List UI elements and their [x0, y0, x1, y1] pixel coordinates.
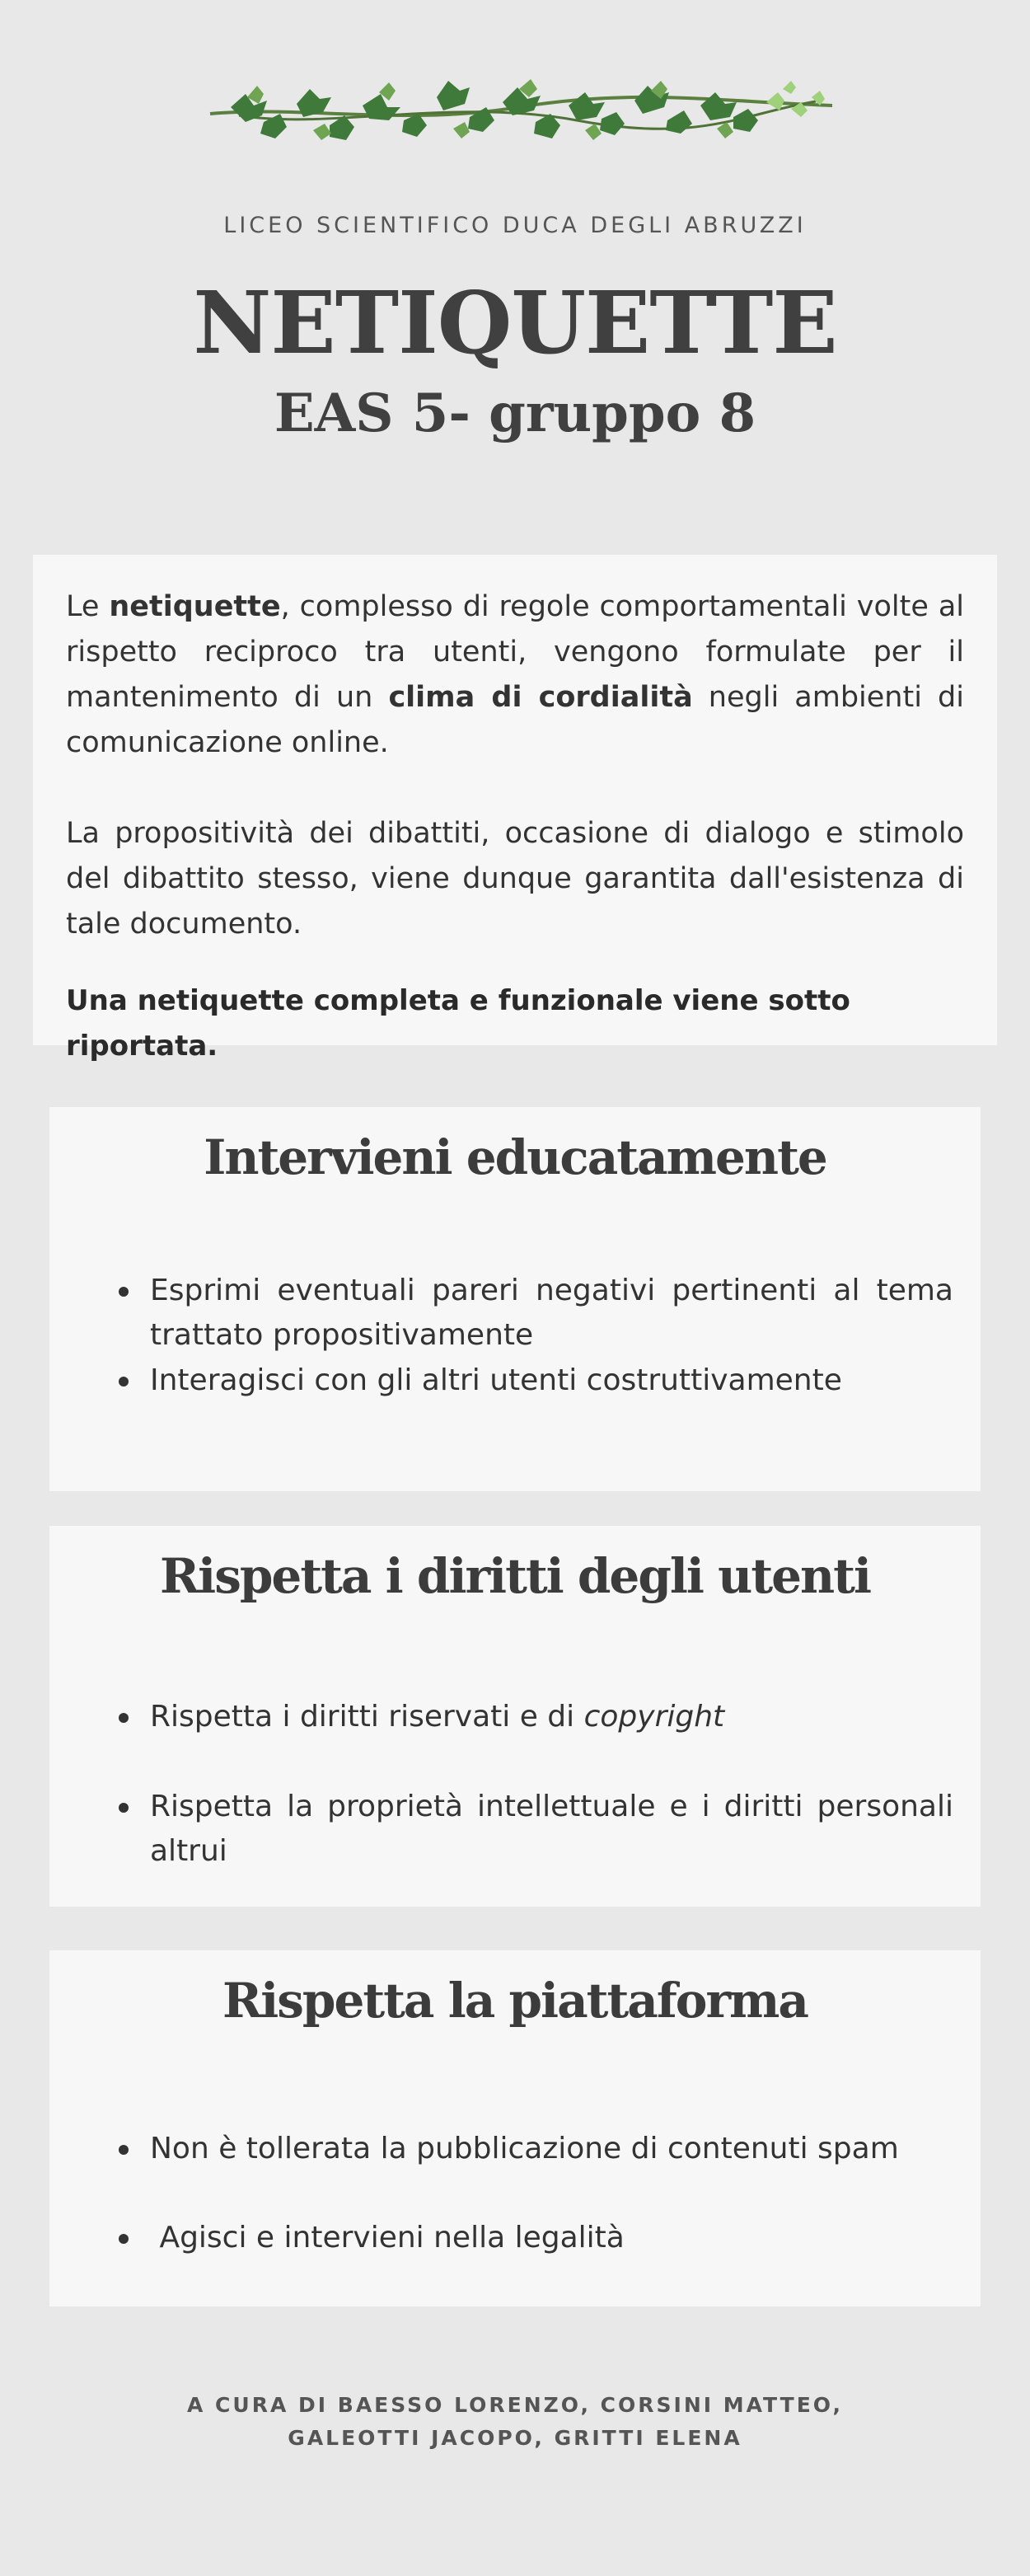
bullet-icon	[119, 1803, 129, 1813]
bullet-icon	[119, 1713, 129, 1723]
list-item-text: Interagisci con gli altri utenti costruttivamente	[150, 1363, 842, 1397]
intro-text: Le	[66, 590, 110, 623]
section-title: Rispetta la piattaforma	[222, 1973, 808, 2029]
bullet-icon	[119, 1377, 129, 1387]
page-subtitle: EAS 5- gruppo 8	[274, 382, 756, 444]
intro-lead: Una netiquette completa e funzionale viene sotto riportata.	[66, 984, 850, 1063]
intro-paragraph-2: La propositività dei dibattiti, occasione di dialogo e stimolo del dibattito stesso, viene dunque garantita dall'esistenza di tale documento.	[66, 817, 964, 941]
intro-text: , complesso di regole comportamentali volte al rispetto reciproco tra utenti, vengono formulate per il mantenimento di un	[66, 590, 965, 714]
intro-bold-netiquette: netiquette	[109, 590, 281, 623]
section-card-rispetta-diritti	[49, 1526, 981, 1907]
section-card-rispetta-piattaforma	[49, 1950, 981, 2306]
list-item-text: Non è tollerata la pubblicazione di contenuti spam	[150, 2132, 899, 2165]
credits-line-1: A CURA DI BAESSO LORENZO, CORSINI MATTEO,	[187, 2393, 843, 2417]
list-item	[150, 1695, 953, 1739]
list-item	[150, 1358, 953, 1403]
credits-line-2: GALEOTTI JACOPO, GRITTI ELENA	[288, 2426, 742, 2450]
intro-box	[33, 555, 997, 1063]
bullet-icon	[119, 2234, 129, 2244]
list-item	[150, 1785, 953, 1874]
section-title: Intervieni educatamente	[204, 1129, 826, 1185]
section-title: Rispetta i diritti degli utenti	[159, 1548, 871, 1604]
list-item-text: Esprimi eventuali pareri negativi pertinenti al tema trattato propositivamente	[150, 1274, 953, 1352]
list-item	[150, 2216, 953, 2260]
list-item-text: Rispetta i diritti riservati e di	[150, 1700, 584, 1734]
list-item-text: Agisci e intervieni nella legalità	[150, 2221, 625, 2255]
ivy-garland-decoration	[206, 56, 836, 155]
school-name: LICEO SCIENTIFICO DUCA DEGLI ABRUZZI	[223, 213, 807, 238]
intro-paragraph-1	[66, 584, 964, 766]
credits	[0, 2389, 1030, 2455]
list-item	[150, 2127, 953, 2171]
section-card-intervieni	[49, 1107, 981, 1491]
bullet-icon	[119, 1287, 129, 1297]
intro-bold-clima: clima di cordialità	[388, 681, 693, 714]
list-item	[150, 1269, 953, 1358]
list-item-text: Rispetta la proprietà intellettuale e i diritti personali altrui	[150, 1790, 953, 1868]
intro-text: negli ambienti di comunicazione online.	[66, 681, 964, 759]
bullet-icon	[119, 2145, 129, 2155]
list-item-italic: copyright	[583, 1700, 725, 1734]
page-title: NETIQUETTE	[193, 272, 837, 373]
